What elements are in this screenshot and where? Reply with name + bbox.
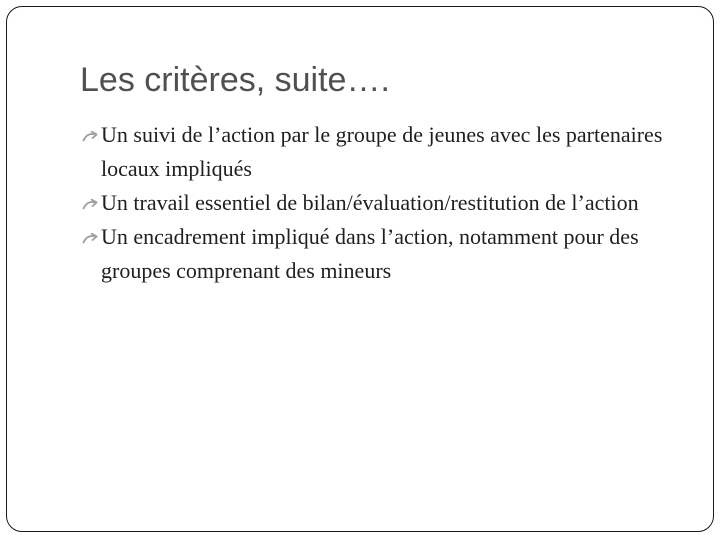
curved-arrow-icon [80,186,100,220]
curved-arrow-icon [80,118,100,152]
bullet-text: Un encadrement impliqué dans l’action, notamment pour des groupes comprenant des mineurs [101,224,639,283]
bullet-item [80,186,670,220]
bullet-text: Un suivi de l’action par le groupe de jeunes avec les partenaires locaux impliqués [101,122,663,181]
bullet-text: Un travail essentiel de bilan/évaluation/restitution de l’action [101,190,639,215]
bullet-list [80,118,670,288]
curved-arrow-icon [80,220,100,254]
bullet-item [80,118,670,186]
slide-title: Les critères, suite…. [80,61,390,99]
bullet-item [80,220,670,288]
